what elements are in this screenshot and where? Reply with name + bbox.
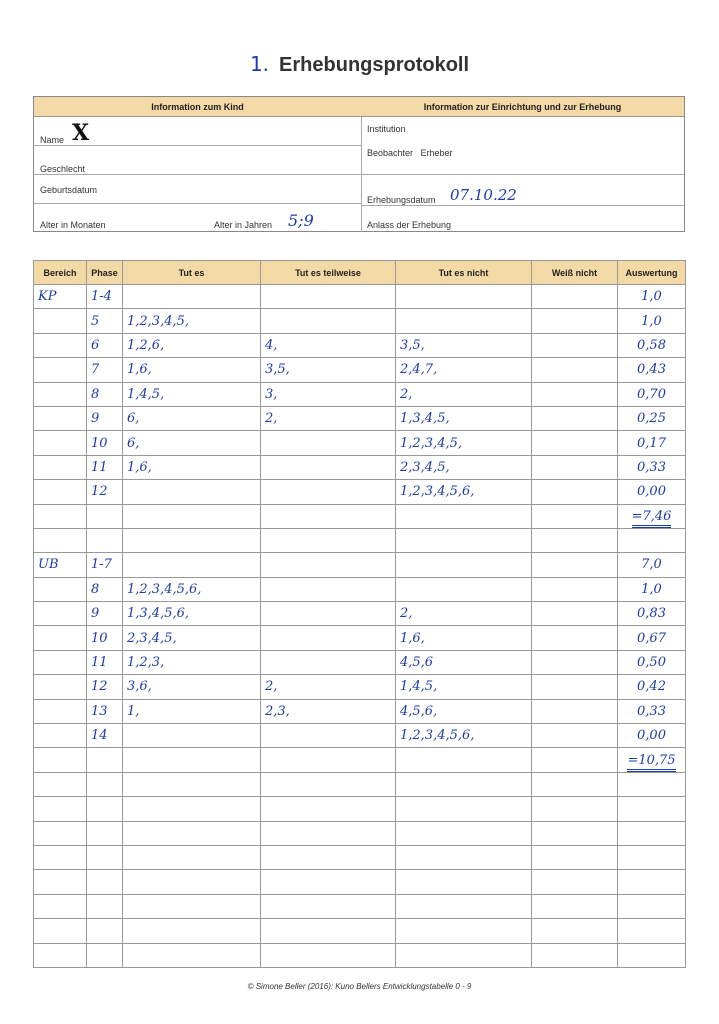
header-auswertung: Auswertung [618, 261, 686, 285]
auswertung-cell [618, 528, 686, 552]
table-row [34, 699, 686, 723]
phase-cell: 5 [87, 309, 123, 333]
bereich-cell [34, 577, 87, 601]
auswertung-cell [618, 894, 686, 918]
bereich-cell [34, 333, 87, 357]
bereich-cell [34, 528, 87, 552]
table-row [34, 455, 686, 479]
bereich-cell [34, 602, 87, 626]
age-years-label: Alter in Jahren [214, 220, 273, 230]
auswertung-cell: 0,43 [618, 358, 686, 382]
auswertung-cell: 0,33 [618, 455, 686, 479]
phase-cell [87, 748, 123, 772]
auswertung-cell [618, 943, 686, 967]
auswertung-cell: 0,25 [618, 406, 686, 430]
name-value: X [72, 120, 90, 146]
auswertung-cell [618, 504, 686, 528]
table-row [34, 650, 686, 674]
tut-es-teilweise-cell [261, 919, 396, 943]
bereich-cell [34, 406, 87, 430]
tut-es-teilweise-cell [261, 553, 396, 577]
phase-cell [87, 894, 123, 918]
bereich-cell [34, 724, 87, 748]
tut-es-nicht-cell [396, 285, 532, 309]
tut-es-teilweise-cell [261, 480, 396, 504]
bereich-cell [34, 675, 87, 699]
tut-es-teilweise-cell: 3,5, [261, 358, 396, 382]
date-label: Erhebungsdatum [367, 195, 436, 205]
header-tut-es-nicht: Tut es nicht [396, 261, 532, 285]
phase-cell [87, 772, 123, 796]
tut-es-nicht-cell [396, 748, 532, 772]
tut-es-cell [123, 724, 261, 748]
phase-cell: 10 [87, 431, 123, 455]
phase-cell: 1-7 [87, 553, 123, 577]
auswertung-cell [618, 919, 686, 943]
tut-es-cell: 1,2,3, [123, 650, 261, 674]
weiss-nicht-cell [532, 821, 618, 845]
tut-es-cell [123, 553, 261, 577]
tut-es-nicht-cell [396, 309, 532, 333]
tut-es-nicht-cell: 2,3,4,5, [396, 455, 532, 479]
tut-es-cell: 2,3,4,5, [123, 626, 261, 650]
tut-es-nicht-cell: 2, [396, 602, 532, 626]
tut-es-cell: 1,3,4,5,6, [123, 602, 261, 626]
table-row [34, 845, 686, 869]
tut-es-teilweise-cell [261, 724, 396, 748]
auswertung-cell: 7,0 [618, 553, 686, 577]
weiss-nicht-cell [532, 699, 618, 723]
tut-es-cell: 6, [123, 406, 261, 430]
weiss-nicht-cell [532, 528, 618, 552]
tut-es-nicht-cell [396, 797, 532, 821]
phase-cell: 12 [87, 480, 123, 504]
table-row [34, 528, 686, 552]
total-value: =7,46 [632, 509, 672, 528]
weiss-nicht-cell [532, 919, 618, 943]
tut-es-teilweise-cell: 4, [261, 333, 396, 357]
bereich-cell [34, 748, 87, 772]
phase-cell: 1-4 [87, 285, 123, 309]
header-bereich: Bereich [34, 261, 87, 285]
tut-es-teilweise-cell [261, 285, 396, 309]
bereich-cell: UB [34, 553, 87, 577]
tut-es-nicht-cell [396, 919, 532, 943]
observer-label: Beobachter Erheber [367, 148, 453, 158]
table-row [34, 406, 686, 430]
weiss-nicht-cell [532, 333, 618, 357]
auswertung-cell: 0,83 [618, 602, 686, 626]
tut-es-nicht-cell: 3,5, [396, 333, 532, 357]
tut-es-teilweise-cell [261, 845, 396, 869]
phase-cell: 11 [87, 455, 123, 479]
tut-es-cell [123, 528, 261, 552]
tut-es-nicht-cell: 2, [396, 382, 532, 406]
bereich-cell [34, 382, 87, 406]
phase-cell: 12 [87, 675, 123, 699]
weiss-nicht-cell [532, 406, 618, 430]
tut-es-cell: 3,6, [123, 675, 261, 699]
weiss-nicht-cell [532, 309, 618, 333]
tut-es-cell [123, 772, 261, 796]
table-row [34, 333, 686, 357]
bereich-cell [34, 699, 87, 723]
table-row [34, 675, 686, 699]
auswertung-cell [618, 870, 686, 894]
tut-es-cell [123, 919, 261, 943]
phase-cell: 13 [87, 699, 123, 723]
auswertung-cell: 0,00 [618, 724, 686, 748]
info-header-institution: Information zur Einrichtung und zur Erhebung [423, 101, 622, 112]
tut-es-nicht-cell [396, 528, 532, 552]
auswertung-cell: 0,50 [618, 650, 686, 674]
table-row [34, 772, 686, 796]
auswertung-cell [618, 845, 686, 869]
table-row [34, 602, 686, 626]
tut-es-nicht-cell [396, 943, 532, 967]
tut-es-nicht-cell: 1,2,3,4,5,6, [396, 724, 532, 748]
bereich-cell [34, 358, 87, 382]
table-row [34, 894, 686, 918]
weiss-nicht-cell [532, 724, 618, 748]
auswertung-cell: 1,0 [618, 309, 686, 333]
phase-cell: 8 [87, 577, 123, 601]
weiss-nicht-cell [532, 845, 618, 869]
tut-es-cell [123, 504, 261, 528]
tut-es-cell: 1,6, [123, 455, 261, 479]
table-row [34, 821, 686, 845]
weiss-nicht-cell [532, 870, 618, 894]
tut-es-cell [123, 894, 261, 918]
occasion-label: Anlass der Erhebung [367, 220, 452, 230]
auswertung-cell: 0,42 [618, 675, 686, 699]
bereich-cell [34, 894, 87, 918]
weiss-nicht-cell [532, 626, 618, 650]
tut-es-cell: 1, [123, 699, 261, 723]
table-row [34, 943, 686, 967]
tut-es-teilweise-cell [261, 309, 396, 333]
gender-label: Geschlecht [40, 164, 86, 174]
weiss-nicht-cell [532, 943, 618, 967]
tut-es-teilweise-cell [261, 943, 396, 967]
auswertung-cell [618, 772, 686, 796]
tut-es-nicht-cell: 1,4,5, [396, 675, 532, 699]
header-weiss-nicht: Weiß nicht [532, 261, 618, 285]
phase-cell [87, 821, 123, 845]
table-row [34, 382, 686, 406]
tut-es-cell [123, 870, 261, 894]
auswertung-cell [618, 821, 686, 845]
auswertung-cell: 0,70 [618, 382, 686, 406]
phase-cell [87, 797, 123, 821]
table-row [34, 626, 686, 650]
tut-es-nicht-cell: 4,5,6, [396, 699, 532, 723]
protocol-table [33, 260, 686, 968]
auswertung-cell: 0,67 [618, 626, 686, 650]
title-number: 1. [249, 52, 270, 76]
table-header-row [34, 261, 686, 285]
page-title [0, 52, 719, 77]
auswertung-cell: 0,33 [618, 699, 686, 723]
tut-es-teilweise-cell: 3, [261, 382, 396, 406]
tut-es-teilweise-cell [261, 772, 396, 796]
phase-cell: 7 [87, 358, 123, 382]
tut-es-cell [123, 748, 261, 772]
weiss-nicht-cell [532, 553, 618, 577]
tut-es-teilweise-cell [261, 577, 396, 601]
footer-copyright: © Simone Beller (2016): Kuno Bellers Entwicklungstabelle 0 - 9 [247, 982, 472, 991]
age-months-label: Alter in Monaten [40, 220, 106, 230]
weiss-nicht-cell [532, 358, 618, 382]
tut-es-teilweise-cell [261, 650, 396, 674]
tut-es-teilweise-cell: 2, [261, 406, 396, 430]
weiss-nicht-cell [532, 772, 618, 796]
weiss-nicht-cell [532, 894, 618, 918]
phase-cell: 9 [87, 602, 123, 626]
auswertung-cell: 0,17 [618, 431, 686, 455]
info-header-child: Information zum Kind [151, 101, 244, 112]
auswertung-cell: 0,58 [618, 333, 686, 357]
tut-es-cell: 1,4,5, [123, 382, 261, 406]
tut-es-cell [123, 285, 261, 309]
tut-es-teilweise-cell [261, 870, 396, 894]
phase-cell [87, 845, 123, 869]
birthdate-label: Geburtsdatum [40, 185, 98, 195]
tut-es-nicht-cell [396, 821, 532, 845]
info-box [33, 96, 685, 232]
weiss-nicht-cell [532, 748, 618, 772]
phase-cell: 6 [87, 333, 123, 357]
phase-cell [87, 919, 123, 943]
table-row [34, 870, 686, 894]
weiss-nicht-cell [532, 797, 618, 821]
phase-cell: 11 [87, 650, 123, 674]
tut-es-cell: 6, [123, 431, 261, 455]
tut-es-teilweise-cell [261, 455, 396, 479]
bereich-cell [34, 919, 87, 943]
header-tut-es: Tut es [123, 261, 261, 285]
title-text: Erhebungsprotokoll [279, 54, 470, 76]
total-value: =10,75 [627, 753, 675, 772]
bereich-cell [34, 309, 87, 333]
tut-es-nicht-cell: 4,5,6 [396, 650, 532, 674]
bereich-cell [34, 504, 87, 528]
tut-es-nicht-cell [396, 577, 532, 601]
table-row [34, 504, 686, 528]
tut-es-teilweise-cell [261, 626, 396, 650]
bereich-cell [34, 650, 87, 674]
tut-es-cell: 1,2,3,4,5,6, [123, 577, 261, 601]
bereich-cell [34, 626, 87, 650]
tut-es-nicht-cell [396, 772, 532, 796]
table-row [34, 285, 686, 309]
bereich-cell: KP [34, 285, 87, 309]
phase-cell: 9 [87, 406, 123, 430]
bereich-cell [34, 772, 87, 796]
phase-cell [87, 943, 123, 967]
phase-cell: 14 [87, 724, 123, 748]
auswertung-cell: 1,0 [618, 285, 686, 309]
tut-es-nicht-cell [396, 553, 532, 577]
weiss-nicht-cell [532, 504, 618, 528]
name-label: Name [40, 135, 65, 145]
weiss-nicht-cell [532, 431, 618, 455]
info-body [34, 117, 684, 232]
tut-es-nicht-cell: 1,2,3,4,5, [396, 431, 532, 455]
tut-es-cell [123, 480, 261, 504]
tut-es-nicht-cell [396, 870, 532, 894]
date-value: 07.10.22 [450, 186, 517, 204]
tut-es-teilweise-cell [261, 431, 396, 455]
bereich-cell [34, 431, 87, 455]
tut-es-teilweise-cell [261, 748, 396, 772]
tut-es-nicht-cell [396, 845, 532, 869]
phase-cell [87, 528, 123, 552]
tut-es-nicht-cell: 2,4,7, [396, 358, 532, 382]
bereich-cell [34, 845, 87, 869]
table-row [34, 553, 686, 577]
tut-es-teilweise-cell: 2,3, [261, 699, 396, 723]
weiss-nicht-cell [532, 455, 618, 479]
bereich-cell [34, 480, 87, 504]
tut-es-nicht-cell [396, 504, 532, 528]
weiss-nicht-cell [532, 577, 618, 601]
tut-es-cell: 1,2,6, [123, 333, 261, 357]
bereich-cell [34, 455, 87, 479]
tut-es-teilweise-cell [261, 894, 396, 918]
weiss-nicht-cell [532, 675, 618, 699]
phase-cell: 8 [87, 382, 123, 406]
tut-es-nicht-cell: 1,2,3,4,5,6, [396, 480, 532, 504]
auswertung-cell [618, 748, 686, 772]
tut-es-teilweise-cell: 2, [261, 675, 396, 699]
tut-es-nicht-cell: 1,3,4,5, [396, 406, 532, 430]
header-phase: Phase [87, 261, 123, 285]
table-row [34, 919, 686, 943]
header-tut-es-teilweise: Tut es teilweise [261, 261, 396, 285]
age-years-value: 5;9 [288, 211, 314, 230]
table-row [34, 748, 686, 772]
weiss-nicht-cell [532, 480, 618, 504]
tut-es-cell [123, 943, 261, 967]
auswertung-cell: 1,0 [618, 577, 686, 601]
phase-cell [87, 870, 123, 894]
info-header [34, 97, 684, 117]
tut-es-teilweise-cell [261, 528, 396, 552]
tut-es-teilweise-cell [261, 821, 396, 845]
tut-es-cell: 1,6, [123, 358, 261, 382]
table-row [34, 480, 686, 504]
institution-label: Institution [367, 124, 406, 134]
table-row [34, 577, 686, 601]
tut-es-cell [123, 821, 261, 845]
tut-es-cell [123, 845, 261, 869]
tut-es-cell: 1,2,3,4,5, [123, 309, 261, 333]
weiss-nicht-cell [532, 650, 618, 674]
auswertung-cell: 0,00 [618, 480, 686, 504]
tut-es-teilweise-cell [261, 797, 396, 821]
table-row [34, 358, 686, 382]
table-row [34, 309, 686, 333]
tut-es-nicht-cell [396, 894, 532, 918]
tut-es-teilweise-cell [261, 602, 396, 626]
weiss-nicht-cell [532, 602, 618, 626]
bereich-cell [34, 821, 87, 845]
tut-es-cell [123, 797, 261, 821]
bereich-cell [34, 870, 87, 894]
bereich-cell [34, 797, 87, 821]
phase-cell: 10 [87, 626, 123, 650]
weiss-nicht-cell [532, 285, 618, 309]
auswertung-cell [618, 797, 686, 821]
weiss-nicht-cell [532, 382, 618, 406]
table-row [34, 797, 686, 821]
table-row [34, 431, 686, 455]
table-row [34, 724, 686, 748]
bereich-cell [34, 943, 87, 967]
phase-cell [87, 504, 123, 528]
tut-es-teilweise-cell [261, 504, 396, 528]
tut-es-nicht-cell: 1,6, [396, 626, 532, 650]
